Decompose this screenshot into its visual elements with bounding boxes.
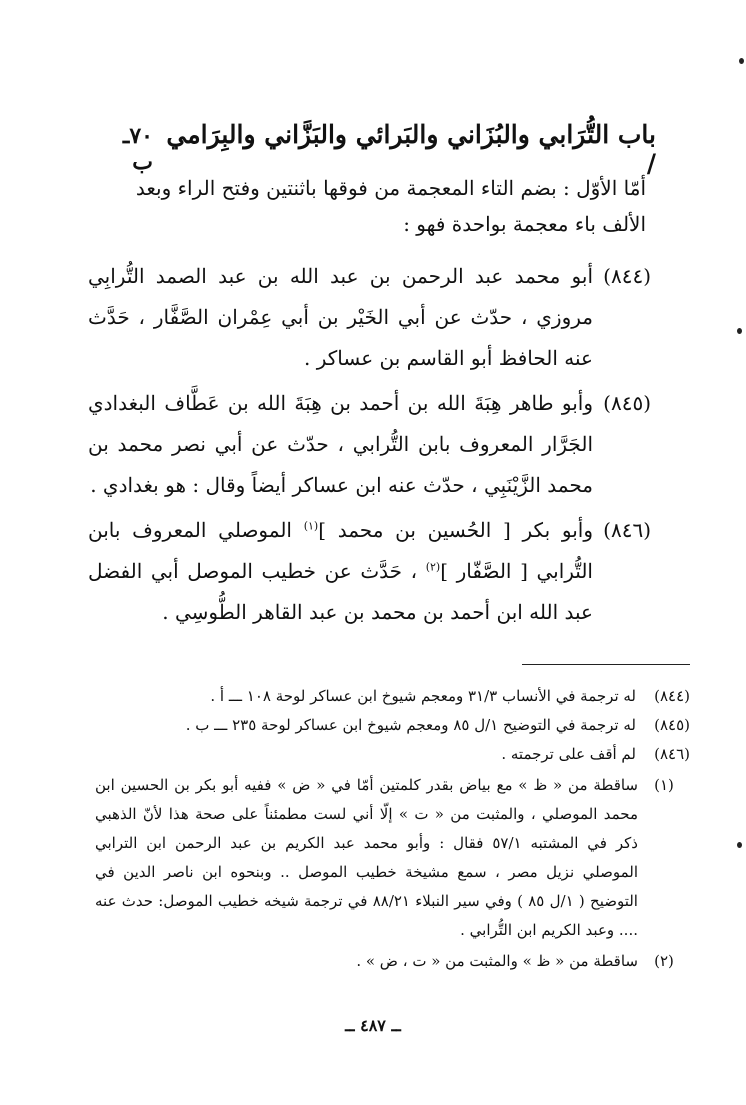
entry-846 [88,510,651,633]
footnote [95,771,690,945]
footnote [95,947,690,976]
footnote-number: (٢) [654,952,674,970]
footnote-number: (١) [654,776,674,794]
reference-note [95,711,690,740]
footnote-marker-2: (٢) [425,560,441,574]
note-number: (٨٤٦) [654,745,690,763]
page-number: ــ ٤٨٧ ــ [345,1016,401,1035]
entry-text-part: الموصلي المعروف بابن التُّرابي [ الصَّفّار ] [88,518,593,583]
footnote-divider [522,664,690,665]
entry-number: (٨٤٦) [603,518,651,542]
entry-text: أبو محمد عبد الرحمن بن عبد الله بن عبد الصمد التُّرابِي مروزي ، حدّث عن أبي الخَيْر بن أبي عِمْران الصَّفَّار ، حَدَّث عنه الحافظ أبو القاسم بن عساكر . [88,264,593,370]
note-text: له ترجمة في التوضيح ١/ل ٨٥ ومعجم شيوخ ابن عساكر لوحة ٢٣٥ ـــ ب . [185,716,636,734]
note-number: (٨٤٥) [654,716,690,734]
entries-list [88,256,651,637]
binding-hole-mark [739,58,744,64]
entry-text-part: ، حَدَّث عن خطيب الموصل أبي الفضل عبد الله ابن أحمد بن محمد بن عبد القاهر الطُّوسِي . [88,559,593,624]
chapter-title: باب التُّرَابي والبُزَاني والبَرائي والبَزَّاني والبِرَامي / [166,120,656,178]
entry-844 [88,256,651,379]
reference-note [95,682,690,711]
entry-number: (٨٤٤) [603,264,651,288]
entry-845 [88,383,651,506]
footnote-text: ساقطة من « ظ » مع بياض بقدر كلمتين أمّا في « ض » ففيه أبو بكر بن الحسين ابن محمد الموصلي ، والمثبت من « ت » إلّا أني لست مطمئناً على صحة هذا لأنّ الذهبي ذكر في المشتبه ٥٧/١ فقال : وأبو محمد عبد الكريم بن عبد الرحمن ابن الترابي الموصلي نزيل مصر ، سمع مشيخة خطيب الموصل .. وبنحوه ابن ناصر الدين في التوضيح ( ١/ل ٨٥ ) وفي سير النبلاء ٨٨/٢١ في ترجمة شيخه خطيب الموصل: حدث عنه .... وعبد الكريم ابن التُّرابي . [95,776,638,939]
reference-note [95,740,690,769]
entry-number: (٨٤٥) [603,391,651,415]
note-text: له ترجمة في الأنساب ٣١/٣ ومعجم شيوخ ابن عساكر لوحة ١٠٨ ـــ أ . [210,687,636,705]
binding-hole-mark [737,328,742,334]
entry-text-part: وأبو بكر [ الحُسين بن محمد ] [318,518,593,542]
intro-paragraph: أمّا الأوّل : بضم التاء المعجمة من فوقها باثنتين وفتح الراء وبعد الألف باء معجمة بواحدة فهو : [135,176,646,236]
entry-text [88,510,593,633]
manuscript-folio: ٧٠ـ ب [122,123,153,175]
footnotes-section [95,682,690,976]
note-number: (٨٤٤) [654,687,690,705]
note-text: لم أقف على ترجمته . [501,745,636,763]
footnote-marker-1: (١) [303,519,319,533]
binding-hole-mark [737,842,742,848]
entry-text: وأبو طاهر هِبَةَ الله بن أحمد بن هِبَةَ الله بن عَطَّاف البغدادي الجَرَّار المعروف بابن التُّرابي ، حدّث عن أبي نصر محمد بن محمد الزَّيْنَبِي ، حدّث عنه ابن عساكر أيضاً وقال : هو بغدادي . [88,391,593,497]
footnote-text: ساقطة من « ظ » والمثبت من « ت ، ض » . [356,952,638,970]
